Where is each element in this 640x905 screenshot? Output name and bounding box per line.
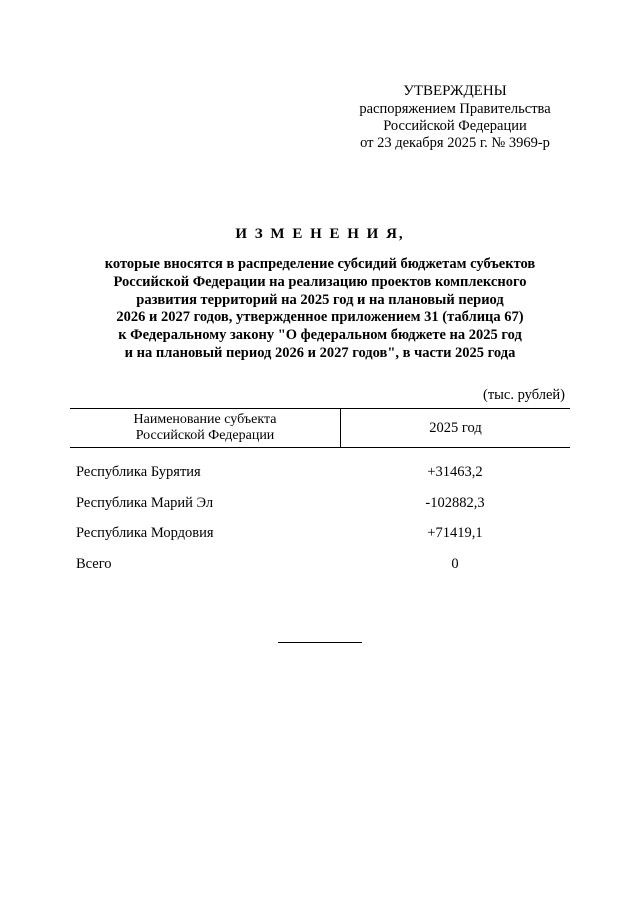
subtitle-line: Российской Федерации на реализацию проектов комплексного [113, 273, 527, 290]
row-total-value: 0 [451, 555, 459, 572]
subtitle-line: к Федеральному закону "О федеральном бюджете на 2025 год [118, 327, 522, 344]
row-region-name: Республика Бурятия [76, 464, 201, 480]
approval-line-2: Российской Федерации [383, 118, 527, 134]
row-value: -102882,3 [425, 494, 485, 511]
table-row [70, 495, 570, 526]
table-body [70, 464, 570, 586]
approval-heading: УТВЕРЖДЕНЫ [403, 83, 507, 99]
approval-stamp [330, 82, 580, 152]
document-title-block [60, 224, 580, 363]
document-subtitle [60, 256, 580, 363]
row-region-name: Республика Марий Эл [76, 494, 214, 511]
approval-line-1: распоряжением Правительства [359, 101, 551, 117]
table-row [70, 464, 570, 495]
header-name-line-2: Российской Федерации [135, 428, 275, 443]
units-label: (тыс. рублей) [483, 387, 565, 403]
row-total-label: Всего [76, 555, 112, 572]
document-title: И З М Е Н Е Н И Я, [235, 226, 405, 242]
subtitle-line: развития территорий на 2025 год и на плановый период [136, 291, 504, 308]
subtitle-line: и на плановый период 2026 и 2027 годов", в части 2025 года [124, 344, 516, 361]
subtitle-line: 2026 и 2027 годов, утвержденное приложением 31 (таблица 67) [116, 309, 524, 326]
subsidy-table [70, 408, 570, 586]
table-row-total [70, 556, 570, 587]
header-name-line-1: Наименование субъекта [133, 412, 277, 427]
header-year: 2025 год [429, 419, 482, 436]
header-region-name [70, 409, 341, 447]
approval-line-3: от 23 декабря 2025 г. № 3969-р [360, 135, 550, 151]
row-value: +31463,2 [427, 464, 483, 480]
subtitle-line: которые вносятся в распределение субсидий бюджетам субъектов [104, 256, 536, 272]
table-row [70, 525, 570, 556]
table-header [70, 408, 570, 448]
row-region-name: Республика Мордовия [76, 525, 214, 541]
row-value: +71419,1 [427, 525, 483, 541]
document-end-divider [278, 642, 362, 643]
